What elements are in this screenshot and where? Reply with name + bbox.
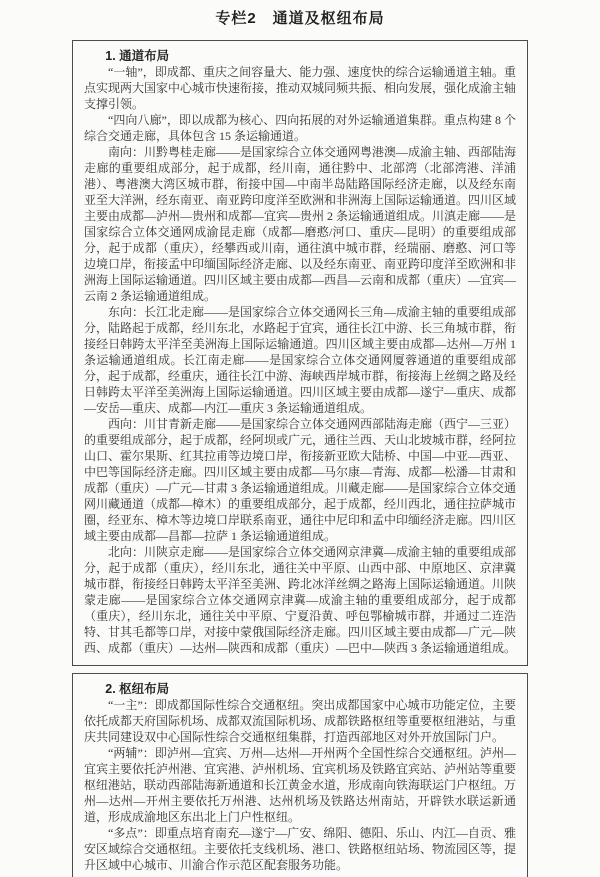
page-title: 专栏2 通道及枢纽布局 bbox=[215, 10, 385, 27]
paragraph-two-auxiliary-hubs: “两辅”：即泸州—宜宾、万州—达州—开州两个全国性综合交通枢纽。泸州—宜宾主要依托泸州港、宜宾港、泸州机场、宜宾机场及铁路宜宾站、泸州站等重要枢纽港站，联动西部陆海新通道和长江黄金水道，形成南向铁海联运门户枢纽。万州—达州—开州主要依托万州港、达州机场及铁路达州南站，开辟铁水联运新通道，形成成渝地区东出北上门户性枢纽。 bbox=[84, 746, 517, 824]
paragraph-north-corridors: 北向：川陕京走廊——是国家综合立体交通网京津冀—成渝主轴的重要组成部分，起于成都（重庆），经川东北，通往关中平原、山西中部、中原地区、京津冀城市群，衔接经日韩跨太平洋至美洲、跨北冰洋丝绸之路海上国际运输通道。川陕蒙走廊——是国家综合立体交通网京津冀—成渝主轴的重要组成部分，起于成都（重庆），经川东北，通往关中平原、宁夏沿黄、呼包鄂榆城市群，并通过二连浩特、甘其毛都等口岸，对接中蒙俄国际经济走廊。四川区域主要由成都—广元—陕西、成都（重庆）—达州—陕西和成都（重庆）—巴中—陕西 3 条运输通道组成。 bbox=[84, 545, 517, 655]
hub-layout-heading: 2. 枢纽布局 bbox=[105, 682, 170, 696]
hub-layout-box bbox=[72, 673, 528, 877]
paragraph-four-directions-eight-corridors: “四向八廊”，即以成都为核心、四向拓展的对外运输通道集群。重点构建 8 个综合交通走廊，具体包含 15 条运输通道。 bbox=[84, 113, 516, 143]
paragraph-south-corridors: 南向：川黔粤桂走廊——是国家综合立体交通网粤港澳—成渝主轴、西部陆海走廊的重要组成部分，起于成都，经川南，通往黔中、北部湾（北部湾港、洋浦港）、粤港澳大湾区城市群，衔接中国—中南半岛陆路国际经济走廊，以及经东南亚至大洋洲，经东南亚、南亚跨印度洋至欧洲和非洲海上国际运输通道。四川区域主要由成都—泸州—贵州和成都—宜宾—贵州 2 条运输通道组成。川滇走廊——是国家综合立体交通网成渝昆走廊（成都—磨憨/河口、重庆—昆明）的重要组成部分，起于成都（重庆），经攀西或川南，通往滇中城市群，经瑞丽、磨憨、河口等边境口岸，衔接孟中印缅国际经济走廊、以及经东南亚、南亚跨印度洋至欧洲和非洲海上国际运输通道。四川区域主要由成都—西昌—云南和成都（重庆）—宜宾—云南 2 条运输通道组成。 bbox=[84, 145, 517, 303]
paragraph-one-axis: “一轴”，即成都、重庆之间容量大、能力强、速度快的综合运输通道主轴。重点实现两大国家中心城市快速衔接，推动双城同频共振、相向发展，强化成渝主轴支撑引领。 bbox=[84, 65, 517, 111]
paragraph-east-corridors: 东向：长江北走廊——是国家综合立体交通网长三角—成渝主轴的重要组成部分，陆路起于成都，经川东北，水路起于宜宾，通往长江中游、长三角城市群，衔接经日韩跨太平洋至美洲海上国际运输通道。四川区域主要由成都—达州—万州 1 条运输通道组成。长江南走廊——是国家综合立体交通网厦蓉通道的重要组成部分，起于成都，经重庆，通往长江中游、海峡西岸城市群，衔接海上丝绸之路及经日韩跨太平洋至美洲海上国际运输通道。四川区域主要由成都—遂宁—重庆、成都—安岳—重庆、成都—内江—重庆 3 条运输通道组成。 bbox=[84, 305, 517, 415]
channel-layout-box bbox=[72, 40, 528, 666]
paragraph-multiple-points: “多点”：即重点培育南充—遂宁—广安、绵阳、德阳、乐山、内江—自贡、雅安区域综合交通枢纽。主要依托支线机场、港口、铁路枢纽站场、物流园区等，提升区域中心城市、川渝合作示范区配套服务功能。 bbox=[84, 826, 517, 872]
channel-layout-heading: 1. 通道布局 bbox=[105, 49, 170, 63]
paragraph-one-main-hub: “一主”：即成都国际性综合交通枢纽。突出成都国家中心城市功能定位，主要依托成都天府国际机场、成都双流国际机场、成都铁路枢纽等重要枢纽港站，与重庆共同建设双中心国际性综合交通枢纽集群，打造西部地区对外开放国际门户。 bbox=[84, 698, 517, 744]
paragraph-west-corridors: 西向：川甘青新走廊——是国家综合立体交通网西部陆海走廊（西宁—三亚）的重要组成部分，起于成都，经阿坝或广元，通往兰西、天山北坡城市群，经阿拉山口、霍尔果斯、红其拉甫等边境口岸，衔接新亚欧大陆桥、中国—中亚—西亚、中巴等国际经济走廊。四川区域主要由成都—马尔康—青海、成都—松潘—甘肃和成都（重庆）—广元—甘肃 3 条运输通道组成。川藏走廊——是国家综合立体交通网川藏通道（成都—樟木）的重要组成部分，起于成都，经川西北，通往拉萨城市圈，经亚东、樟木等边境口岸联系南亚，通往中尼印和孟中印缅经济走廊。四川区域主要由成都—昌都—拉萨 1 条运输通道组成。 bbox=[84, 417, 517, 543]
